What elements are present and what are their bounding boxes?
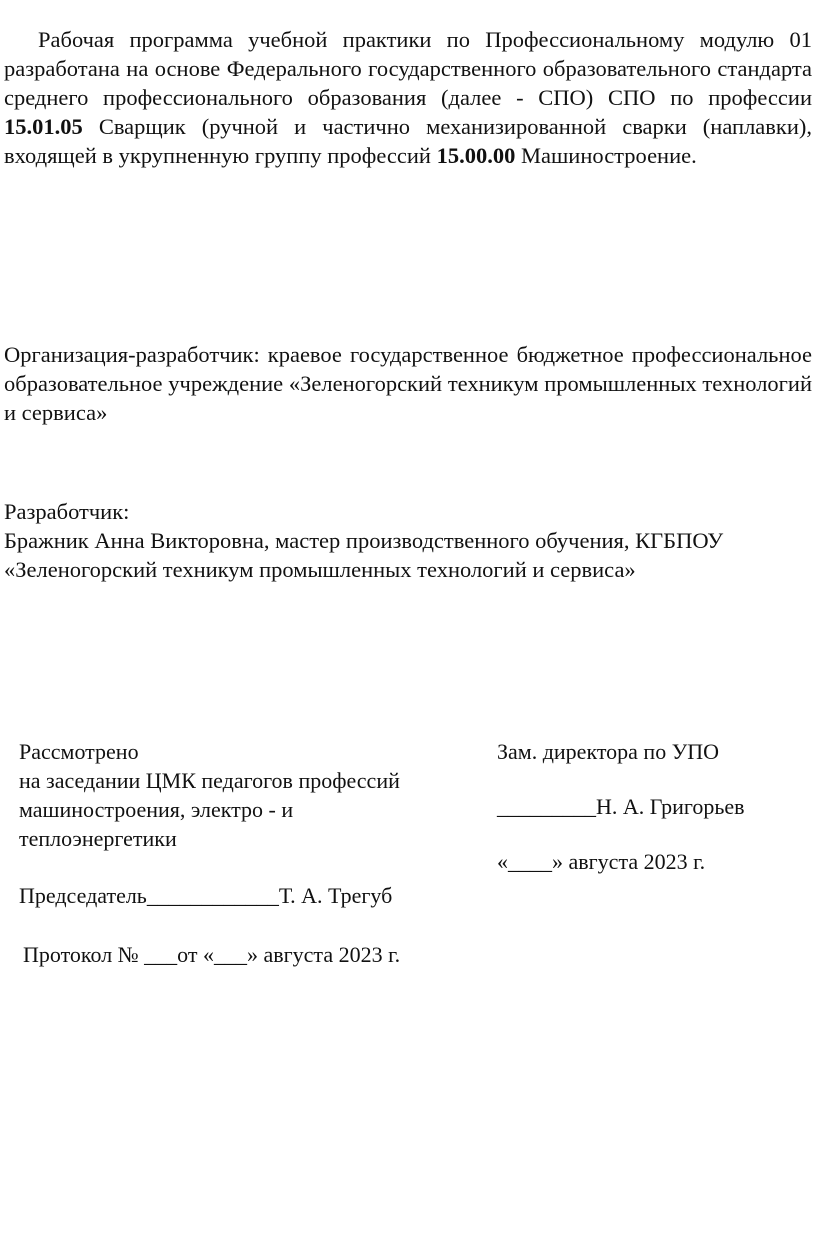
intro-paragraph <box>4 25 812 170</box>
intro-part3: Машиностроение. <box>515 143 697 168</box>
review-line-4: теплоэнергетики <box>19 826 177 851</box>
intro-part2: Сварщик (ручной и частично механизированной сварки (наплавки), входящей в укрупненную группу профессий <box>4 114 812 168</box>
developer-organization: «Зеленогорский техникум промышленных технологий и сервиса» <box>4 557 636 582</box>
protocol-line: Протокол № ___от «___» августа 2023 г. <box>23 942 401 967</box>
developer-label: Разработчик: <box>4 499 130 524</box>
intro-text <box>4 25 812 170</box>
chairman-signature: Председатель____________Т. А. Трегуб <box>19 883 393 908</box>
profession-code: 15.01.05 <box>4 114 83 139</box>
approval-title: Зам. директора по УПО <box>497 739 720 764</box>
organization-text: Организация-разработчик: краевое государственное бюджетное профессиональное образовательное учреждение «Зеленогорский техникум промышленных технологий и сервиса» <box>4 342 812 425</box>
developer-name: Бражник Анна Викторовна, мастер производственного обучения, КГБПОУ <box>4 528 724 553</box>
review-line-2: на заседании ЦМК педагогов профессий <box>19 768 400 793</box>
group-code: 15.00.00 <box>436 143 516 168</box>
review-line-3: машиностроения, электро - и <box>19 797 294 822</box>
approval-date: «____» августа 2023 г. <box>497 849 706 874</box>
developer-section <box>4 497 812 584</box>
deputy-signature: _________Н. А. Григорьев <box>497 794 745 819</box>
approval-block <box>497 737 807 876</box>
intro-part1: Рабочая программа учебной практики по Профессиональному модулю 01 разработана на основе Федерального государственного образовательного стандарта среднего профессионального образования (далее - СПО) СПО по профессии <box>4 27 812 110</box>
review-title: Рассмотрено <box>19 739 139 764</box>
organization-paragraph <box>4 340 812 427</box>
review-block <box>19 737 459 969</box>
